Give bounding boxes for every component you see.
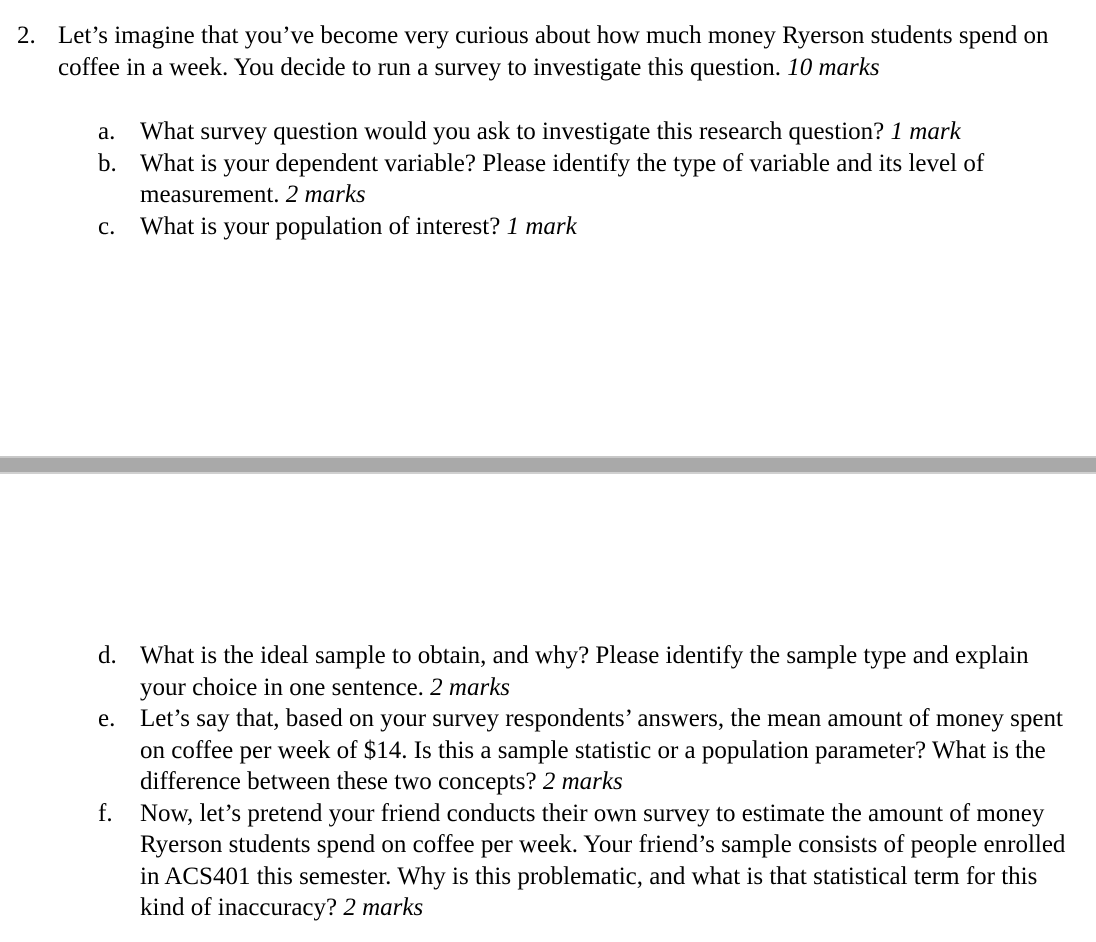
subquestion-f [98, 798, 1068, 924]
page-break-divider [0, 456, 1096, 474]
subquestion-d [98, 640, 1068, 703]
subquestion-letter: f. [98, 799, 113, 827]
subquestion-b [98, 148, 1068, 211]
subquestion-marks: 1 mark [890, 118, 961, 145]
subquestion-a [98, 116, 1068, 148]
subquestion-text: Now, let’s pretend your friend conducts their own survey to estimate the amount of money Ryerson students spend on coffee per week. Your friend’s sample consists of people enrolled in ACS401 this semester. Why is this problematic, and what is that statistical term for this kind of inaccuracy? [140, 799, 1066, 921]
subquestion-c [98, 211, 1068, 243]
subquestion-body [140, 798, 1068, 924]
subquestion-letter: d. [98, 642, 117, 669]
subquestion-list-page-2 [98, 640, 1068, 924]
subquestion-body [140, 148, 1068, 211]
subquestion-body [140, 116, 1068, 148]
question-text: Let’s imagine that you’ve become very curious about how much money Ryerson students spend on coffee in a week. You decide to run a survey to investigate this question. [58, 22, 1049, 81]
subquestion-letter: c. [98, 212, 116, 240]
subquestion-body [140, 640, 1068, 703]
subquestion-letter: e. [98, 705, 116, 732]
subquestion-letter: a. [98, 118, 116, 145]
subquestion-text: What is the ideal sample to obtain, and why? Please identify the sample type and explain your choice in one sentence. [140, 642, 1029, 701]
subquestion-marks: 1 mark [506, 212, 577, 240]
subquestion-text: What survey question would you ask to investigate this research question? [140, 118, 885, 145]
subquestion-marks: 2 marks [343, 894, 424, 921]
subquestion-text: What is your dependent variable? Please identify the type of variable and its level of measurement. [140, 149, 985, 208]
subquestion-marks: 2 marks [430, 673, 511, 701]
subquestion-marks: 2 marks [542, 768, 623, 795]
subquestion-letter: b. [98, 149, 117, 177]
subquestion-body [140, 211, 1068, 243]
subquestion-body [140, 703, 1068, 798]
subquestion-e [98, 703, 1068, 798]
subquestion-text: What is your population of interest? [140, 212, 501, 240]
document-page-2 [0, 474, 1096, 942]
question-number: 2. [17, 22, 36, 49]
subquestion-text: Let’s say that, based on your survey respondents’ answers, the mean amount of money spent on coffee per week of $14. Is this a sample statistic or a population parameter? What is the difference between these two concepts? [140, 705, 1063, 795]
question-prompt [58, 20, 1068, 83]
subquestion-marks: 2 marks [285, 181, 366, 208]
document-page-1 [0, 0, 1096, 456]
question-marks: 10 marks [787, 53, 880, 81]
subquestion-list-page-1 [98, 116, 1068, 242]
